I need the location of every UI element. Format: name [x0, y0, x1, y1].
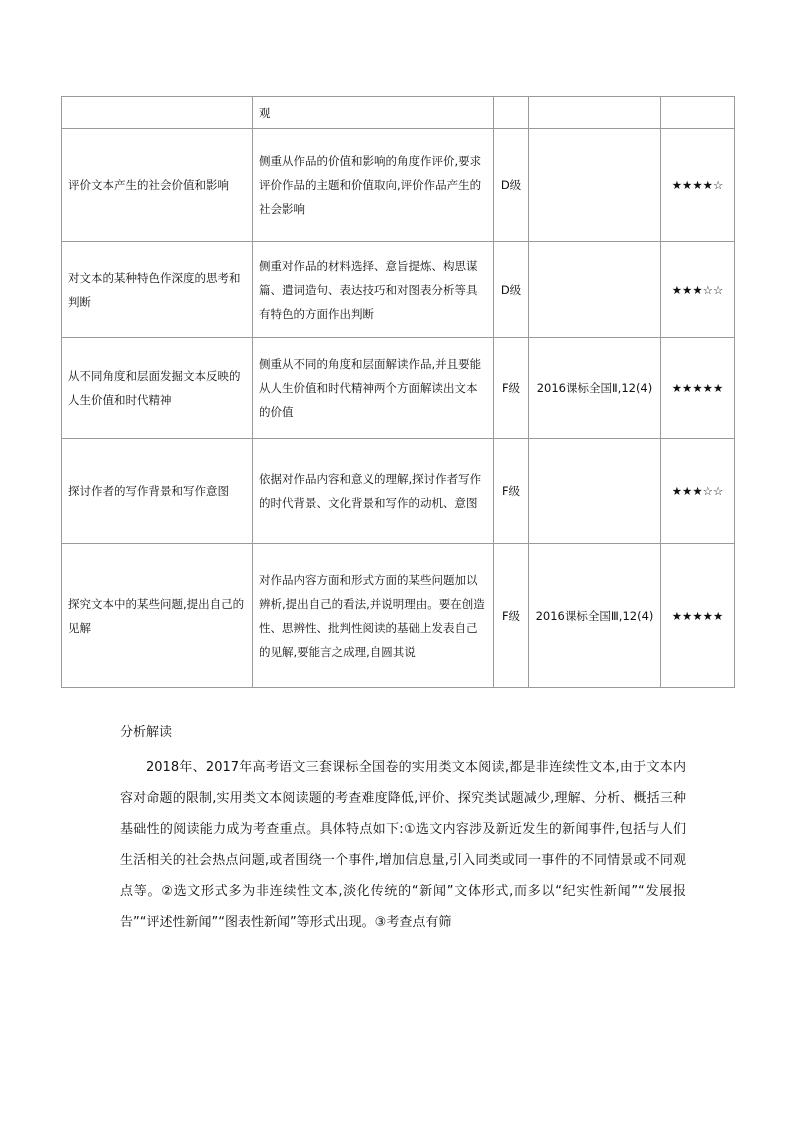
table-row	[62, 129, 735, 242]
analysis-paragraph: 2018年、2017年高考语文三套课标全国卷的实用类文本阅读,都是非连续性文本,由于文本内容对命题的限制,实用类文本阅读题的考查难度降低,评价、探究类试题减少,理解、分析、概括三种基础性的阅读能力成为考查重点。具体特点如下:①选文内容涉及新近发生的新闻事件,包括与人们生活相关的社会热点问题,或者围绕一个事件,增加信息量,引入同类或同一事件的不同情景或不同观点等。②选文形式多为非连续性文本,淡化传统的“新闻”文体形式,而多以“纪实性新闻”“发展报告”“评述性新闻”“图表性新闻”等形式出现。③考查点有筛	[120, 760, 686, 930]
table-row	[62, 97, 735, 129]
rating-stars: ★★★★☆	[661, 129, 735, 242]
rating-stars: ★★★☆☆	[661, 242, 735, 338]
description-cell: 依据对作品内容和意义的理解,探讨作者写作的时代背景、文化背景和写作的动机、意图	[253, 439, 494, 544]
description-cell: 侧重从不同的角度和层面解读作品,并且要能从人生价值和时代精神两个方面解读出文本的价值	[253, 338, 494, 439]
ability-cell: 对文本的某种特色作深度的思考和判断	[62, 242, 253, 338]
analysis-heading: 分析解读	[120, 725, 173, 740]
level-cell: D级	[494, 129, 529, 242]
ability-cell: 评价文本产生的社会价值和影响	[62, 129, 253, 242]
ability-cell	[62, 97, 253, 129]
rating-stars: ★★★★★	[661, 544, 735, 688]
level-cell: F级	[494, 544, 529, 688]
requirements-table	[61, 96, 735, 688]
table-row	[62, 242, 735, 338]
level-cell: F级	[494, 338, 529, 439]
level-cell: F级	[494, 439, 529, 544]
level-cell	[494, 97, 529, 129]
rating-stars: ★★★☆☆	[661, 439, 735, 544]
source-cell: 2016课标全国Ⅲ,12(4)	[529, 544, 661, 688]
ability-cell: 探究文本中的某些问题,提出自己的见解	[62, 544, 253, 688]
rating-stars	[661, 97, 735, 129]
table-row	[62, 338, 735, 439]
source-cell	[529, 242, 661, 338]
source-cell	[529, 97, 661, 129]
description-cell: 对作品内容方面和形式方面的某些问题加以辨析,提出自己的看法,并说明理由。要在创造性、思辨性、批判性阅读的基础上发表自己的见解,要能言之成理,自圆其说	[253, 544, 494, 688]
source-cell: 2016课标全国Ⅱ,12(4)	[529, 338, 661, 439]
description-cell: 侧重从作品的价值和影响的角度作评价,要求评价作品的主题和价值取向,评价作品产生的社会影响	[253, 129, 494, 242]
table-row	[62, 439, 735, 544]
ability-cell: 从不同角度和层面发掘文本反映的人生价值和时代精神	[62, 338, 253, 439]
description-cell: 侧重对作品的材料选择、意旨提炼、构思谋篇、遣词造句、表达技巧和对图表分析等具有特色的方面作出判断	[253, 242, 494, 338]
source-cell	[529, 439, 661, 544]
description-cell: 观	[253, 97, 494, 129]
analysis-section	[120, 718, 686, 938]
table-row	[62, 544, 735, 688]
rating-stars: ★★★★★	[661, 338, 735, 439]
ability-cell: 探讨作者的写作背景和写作意图	[62, 439, 253, 544]
source-cell	[529, 129, 661, 242]
level-cell: D级	[494, 242, 529, 338]
